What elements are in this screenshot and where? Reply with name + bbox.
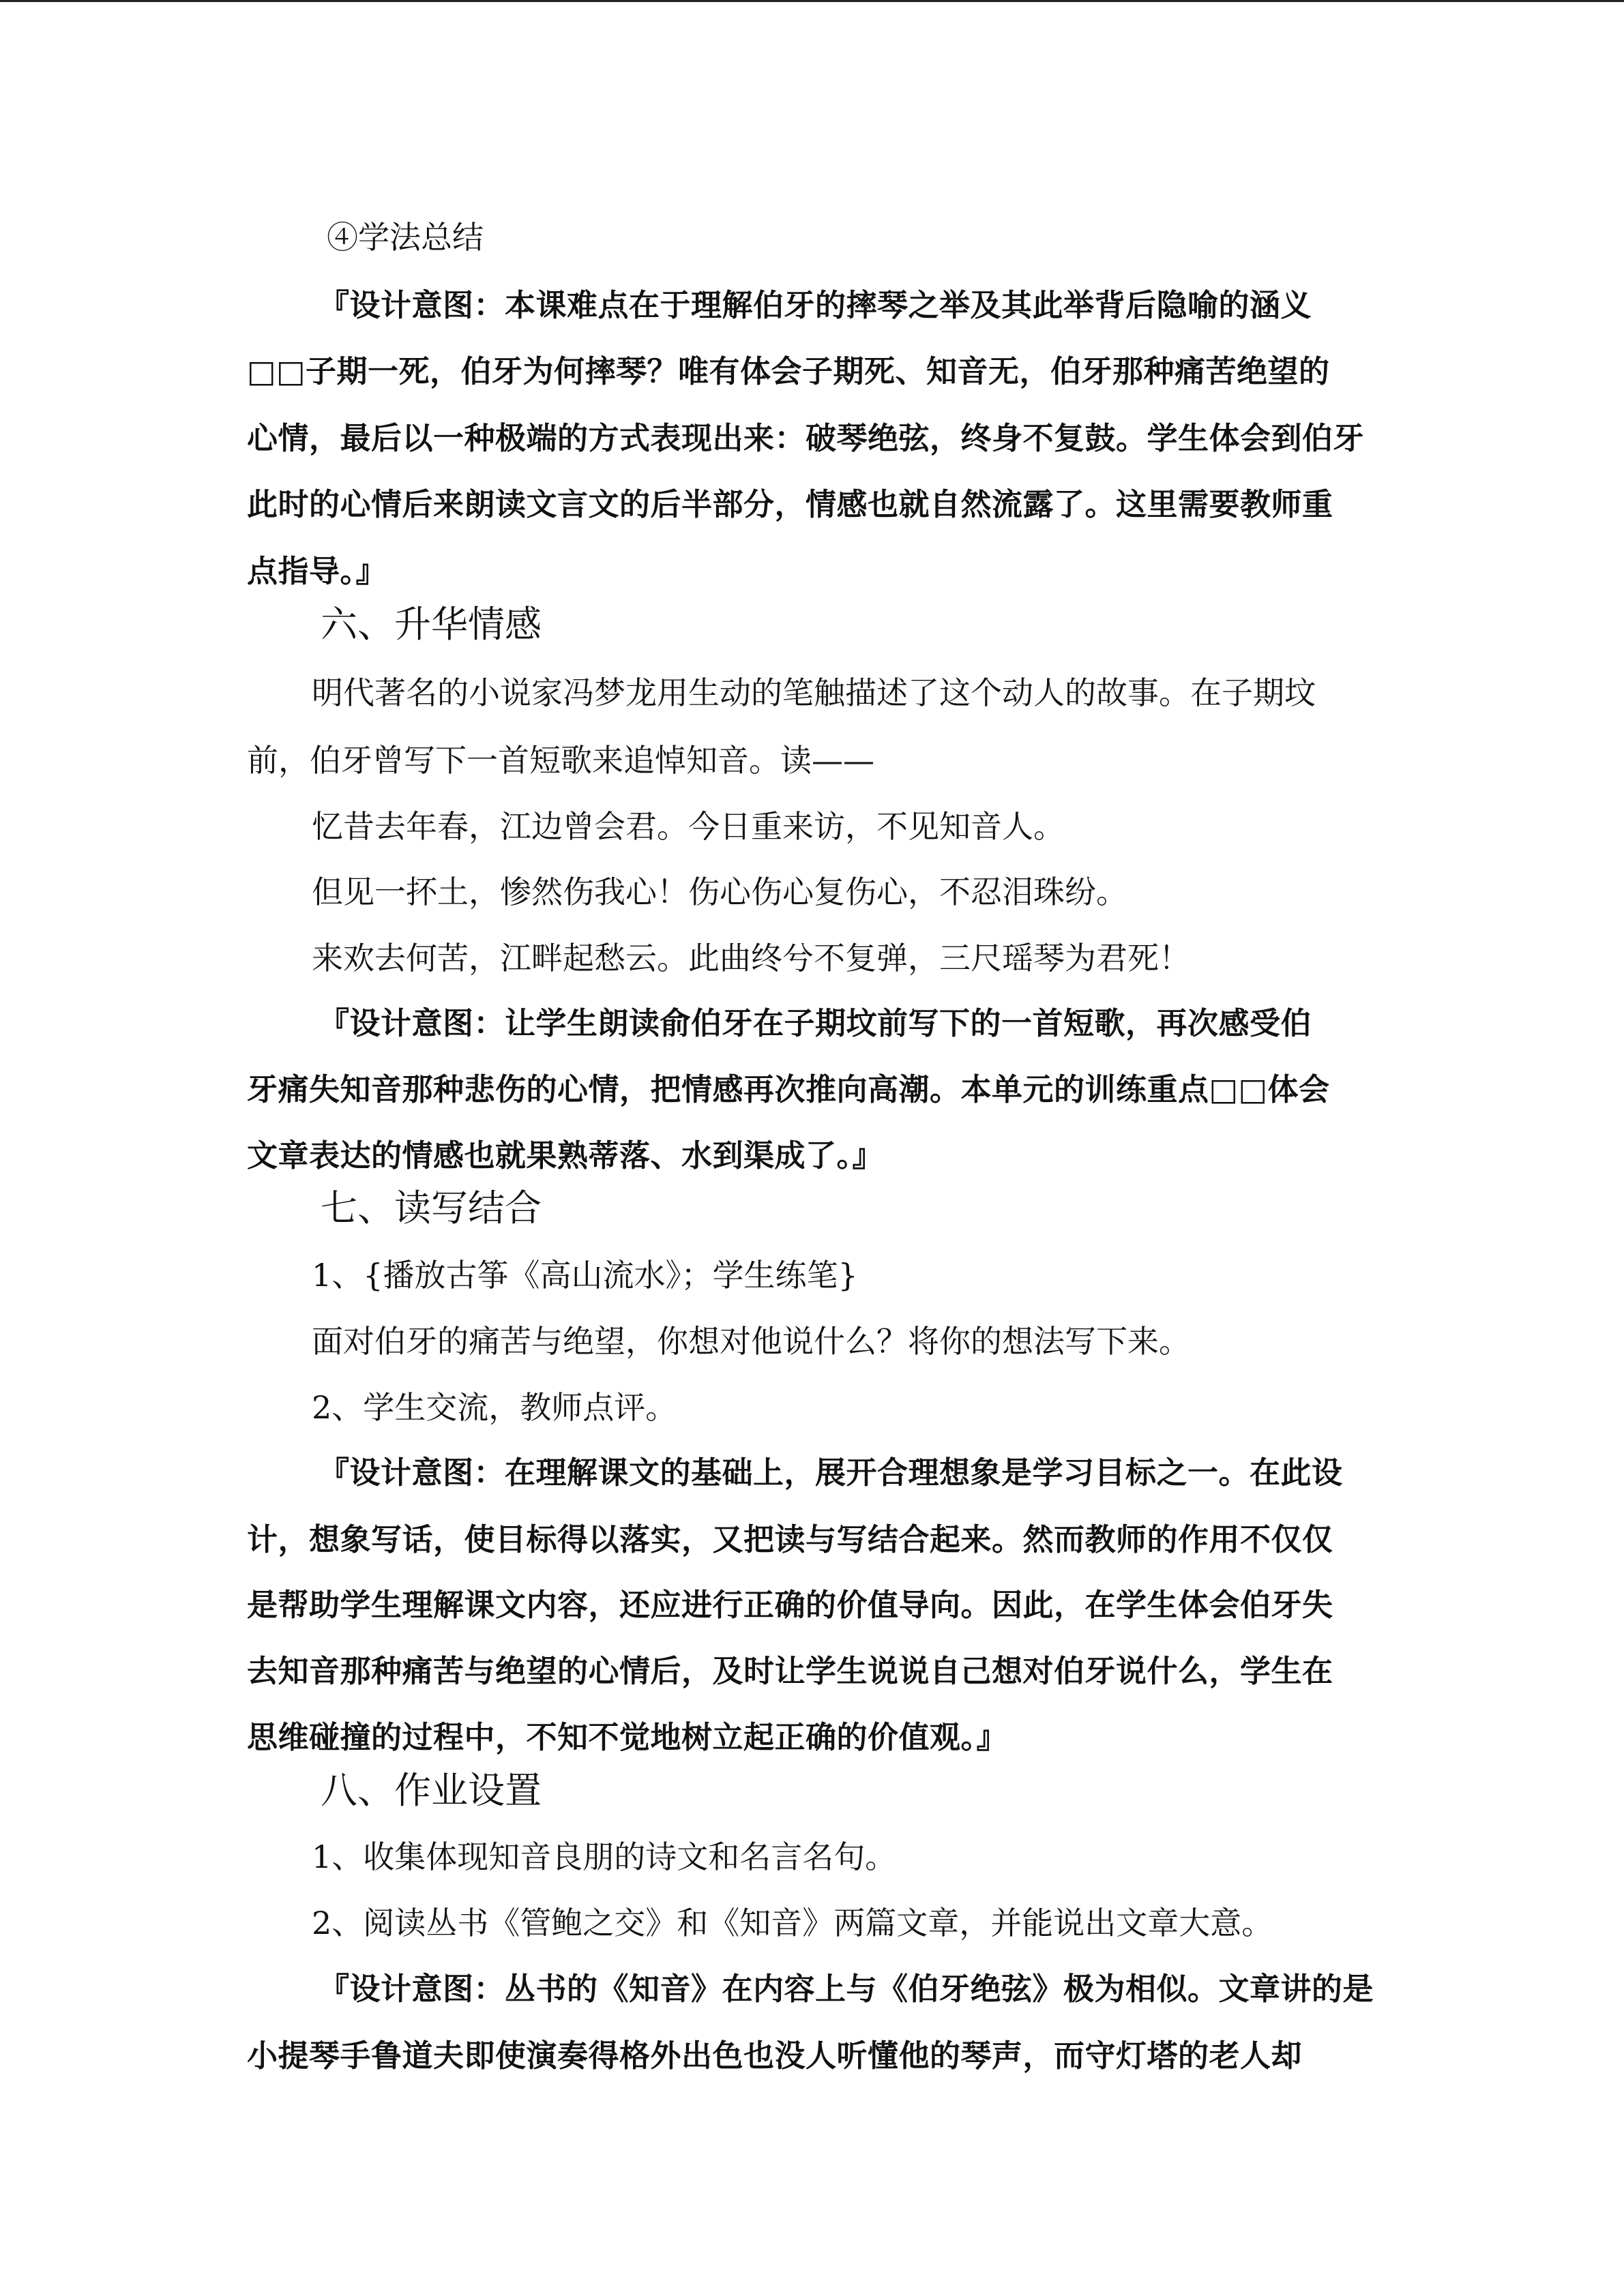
paragraph-line: 牙痛失知音那种悲伤的心情，把情感再次推向高潮。本单元的训练重点□□体会 — [247, 1071, 1330, 1107]
design-intent-paragraph: 『设计意图：丛书的《知音》在内容上与《伯牙绝弦》极为相似。文章讲的是 — [319, 1971, 1374, 2007]
paragraph-line: 计，想象写话，使目标得以落实，又把读与写结合起来。然而教师的作用不仅仅 — [247, 1521, 1333, 1557]
list-item: 2、学生交流，教师点评。 — [312, 1389, 677, 1426]
list-item: 2、阅读丛书《管鲍之交》和《知音》两篇文章，并能说出文章大意。 — [312, 1905, 1273, 1941]
paragraph-line: 是帮助学生理解课文内容，还应进行正确的价值导向。因此，在学生体会伯牙失 — [247, 1587, 1333, 1623]
list-item: 1、{播放古筝《高山流水》；学生练笔} — [312, 1257, 858, 1294]
paragraph-line: □□子期一死，伯牙为何摔琴？唯有体会子期死、知音无，伯牙那种痛苦绝望的 — [247, 353, 1330, 389]
design-intent-paragraph: 『设计意图：让学生朗读俞伯牙在子期坟前写下的一首短歌，再次感受伯 — [319, 1005, 1312, 1041]
list-item: 1、收集体现知音良朋的诗文和名言名句。 — [312, 1838, 897, 1875]
design-intent-paragraph: 『设计意图：本课难点在于理解伯牙的摔琴之举及其此举背后隐喻的涵义 — [319, 287, 1312, 323]
paragraph-line: 小提琴手鲁道夫即使演奏得格外出色也没人听懂他的琴声，而守灯塔的老人却 — [247, 2038, 1303, 2074]
paragraph-line: 面对伯牙的痛苦与绝望，你想对他说什么？将你的想法写下来。 — [312, 1323, 1190, 1360]
paragraph-line: 此时的心情后来朗读文言文的后半部分，情感也就自然流露了。这里需要教师重 — [247, 486, 1333, 522]
poem-line: 来欢去何苦，江畔起愁云。此曲终兮不复弹，三尺瑶琴为君死！ — [312, 940, 1190, 976]
paragraph-line: 思维碰撞的过程中，不知不觉地树立起正确的价值观。』 — [247, 1719, 1008, 1755]
design-intent-paragraph: 『设计意图：在理解课文的基础上，展开合理想象是学习目标之一。在此设 — [319, 1455, 1343, 1491]
paragraph-line: 文章表达的情感也就果熟蒂落、水到渠成了。』 — [247, 1137, 884, 1174]
paragraph-line: 前，伯牙曾写下一首短歌来追悼知音。读—— — [247, 742, 874, 779]
section-heading-six: 六、升华情感 — [321, 603, 542, 646]
paragraph-line: 心情，最后以一种极端的方式表现出来：破琴绝弦，终身不复鼓。学生体会到伯牙 — [247, 420, 1365, 456]
paragraph-line: 去知音那种痛苦与绝望的心情后，及时让学生说说自己想对伯牙说什么，学生在 — [247, 1653, 1333, 1689]
paragraph-line: 明代著名的小说家冯梦龙用生动的笔触描述了这个动人的故事。在子期坟 — [312, 674, 1316, 711]
paragraph-line: 点指导。』 — [247, 553, 387, 589]
poem-line: 忆昔去年春，江边曾会君。今日重来访，不见知音人。 — [312, 808, 1065, 845]
top-border — [0, 0, 1624, 2]
poem-line: 但见一抔土，惨然伤我心！伤心伤心复伤心，不忍泪珠纷。 — [312, 874, 1127, 910]
section-heading-eight: 八、作业设置 — [321, 1769, 542, 1812]
study-method-summary: ④学法总结 — [327, 219, 484, 256]
section-heading-seven: 七、读写结合 — [321, 1187, 542, 1229]
